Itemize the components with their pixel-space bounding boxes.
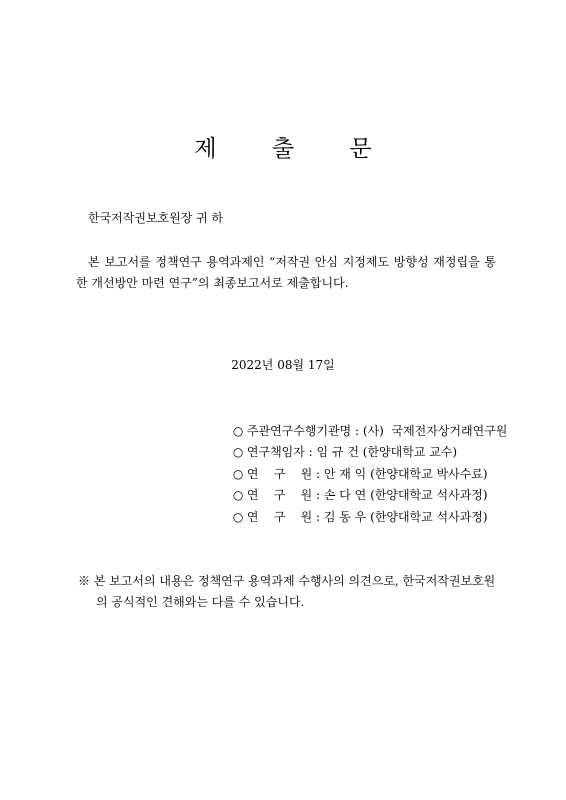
title-char-3: 문	[349, 136, 372, 162]
body-paragraph: 본 보고서를 정책연구 용역과제인 “저작권 안심 지정제도 방향성 재정립을 통한 개선방안 마련 연구”의 최종보고서로 제출합니다.	[76, 255, 496, 290]
info-item-researcher-3: 연 구 원 : 김 동 우 (한양대학교 석사과정)	[246, 509, 488, 524]
disclaimer-line-1: ※ 본 보고서의 내용은 정책연구 용역과제 수행사의 의견으로, 한국저작권보호원	[78, 574, 496, 588]
circle-bullet-icon: ○	[232, 488, 244, 502]
info-item-principal-investigator: 연구책임자 : 임 규 건 (한양대학교 교수)	[246, 445, 458, 459]
circle-bullet-icon: ○	[232, 509, 244, 524]
info-item-host-org: 주관연구수행기관명 : (사) 국제전자상거래연구원	[246, 423, 508, 438]
title-char-1: 제	[194, 136, 217, 162]
circle-bullet-icon: ○	[232, 445, 244, 459]
title-char-2: 출	[271, 136, 295, 162]
page-title	[0, 130, 566, 163]
info-item-researcher-1: 연 구 원 : 안 재 익 (한양대학교 박사수료)	[246, 466, 488, 481]
circle-bullet-icon: ○	[232, 423, 244, 438]
disclaimer-note	[78, 571, 508, 613]
submission-date: 2022년 08월 17일	[231, 358, 335, 372]
circle-bullet-icon: ○	[232, 466, 244, 481]
disclaimer-line-2: 의 공식적인 견해와는 다를 수 있습니다.	[96, 595, 305, 609]
list-item	[210, 399, 508, 438]
researcher-info-list	[210, 399, 508, 524]
info-item-researcher-2: 연 구 원 : 손 다 연 (한양대학교 석사과정)	[246, 488, 488, 502]
addressee: 한국저작권보호원장 귀 하	[88, 211, 224, 225]
